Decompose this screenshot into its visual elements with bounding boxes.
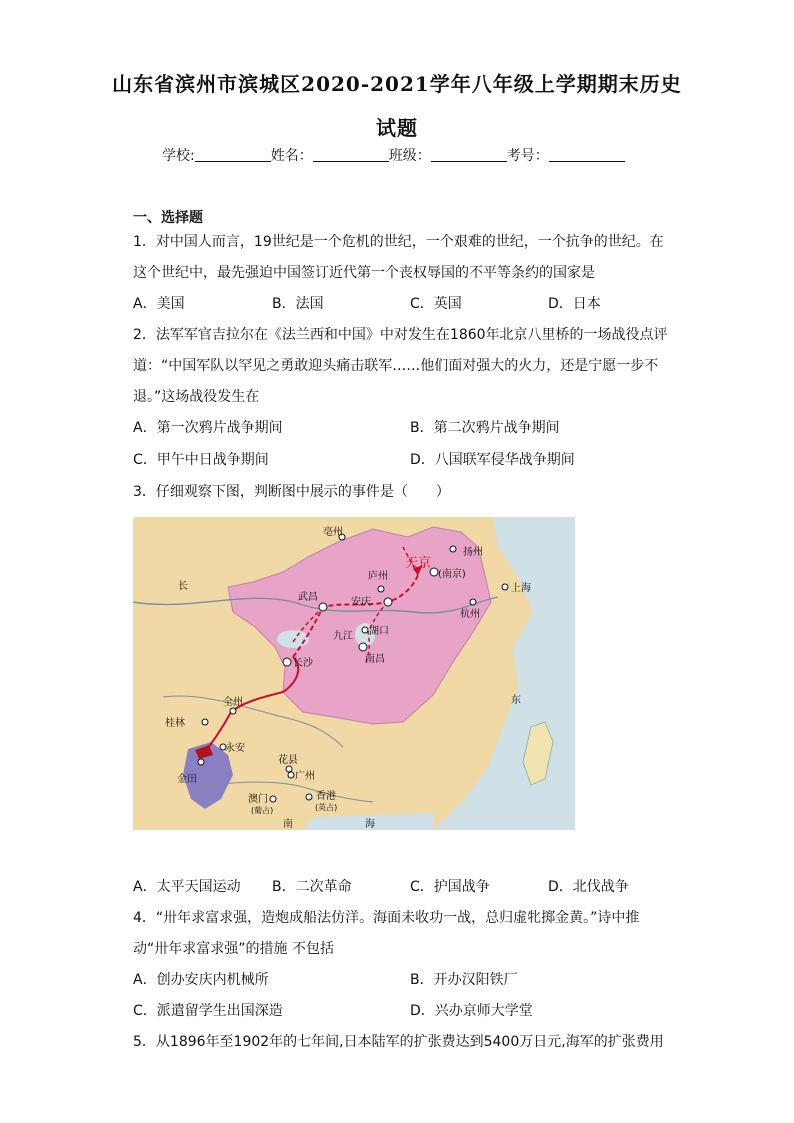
- label-changsha: 长沙: [293, 658, 313, 669]
- label-dong: 东: [511, 695, 521, 706]
- city-dot-xianggang: [306, 794, 312, 800]
- q4-option-d[interactable]: D．兴办京师大学堂: [410, 1003, 533, 1019]
- label-nan: 南: [283, 819, 293, 830]
- city-dot-changsha: [283, 658, 291, 666]
- section-heading: 一、选择题: [133, 210, 203, 226]
- q4-option-b[interactable]: B．开办汉阳铁厂: [410, 972, 518, 988]
- city-dot-jintian: [198, 759, 204, 765]
- label-jiujiang: 九江: [333, 631, 353, 642]
- city-dot-quanzhou: [230, 708, 236, 714]
- exam-no-label: 考号：: [506, 148, 549, 164]
- label-yangzhou: 扬州: [463, 547, 483, 558]
- city-dot-tianjing: [430, 568, 438, 576]
- city-dot-nanchang: [359, 643, 367, 651]
- class-label: 班级：: [388, 148, 431, 164]
- class-field[interactable]: [431, 147, 507, 162]
- city-dot-hukou: [362, 627, 368, 633]
- label-xianggang: 香港: [316, 791, 336, 802]
- exam-no-field[interactable]: [549, 147, 625, 162]
- q3-option-a[interactable]: A．太平天国运动: [133, 879, 241, 895]
- city-dot-wuchang: [319, 603, 327, 611]
- q3-option-c[interactable]: C．护国战争: [410, 879, 490, 895]
- school-field[interactable]: [195, 147, 271, 162]
- q3-option-b[interactable]: B．二次革命: [272, 879, 352, 895]
- q1-option-b[interactable]: B．法国: [272, 296, 324, 312]
- label-yongan: 永安: [225, 743, 245, 754]
- city-dot-shanghai: [502, 584, 508, 590]
- label-guilin: 桂林: [165, 718, 185, 729]
- label-guangzhou: 广州: [295, 771, 315, 782]
- city-dot-anqing: [384, 598, 392, 606]
- q3-stem: 3．仔细观察下图，判断图中展示的事件是（ ）: [133, 484, 450, 500]
- label-nanchang: 南昌: [365, 654, 385, 665]
- q2-stem-line2: 道：“中国军队以罕见之勇敢迎头痛击联军……他们面对强大的火力，还是宁愿一步不: [133, 358, 659, 374]
- label-hangzhou: 杭州: [460, 609, 480, 620]
- taiping-route-map: [133, 517, 575, 830]
- dongting-lake: [277, 630, 309, 648]
- label-yingzhan: (英占): [315, 803, 338, 812]
- label-quanzhou: 全州: [223, 697, 243, 708]
- city-dot-huaxian: [286, 766, 292, 772]
- school-label: 学校:: [162, 148, 195, 164]
- label-nanjing: (南京): [438, 569, 466, 580]
- city-dot-hangzhou: [470, 599, 476, 605]
- label-huaxian: 花县: [278, 755, 298, 766]
- q2-option-a[interactable]: A．第一次鸦片战争期间: [133, 420, 283, 436]
- q1-option-c[interactable]: C．英国: [410, 296, 462, 312]
- q3-option-d[interactable]: D．北伐战争: [548, 879, 629, 895]
- label-shanghai: 上海: [511, 583, 531, 594]
- q2-option-d[interactable]: D．八国联军侵华战争期间: [410, 452, 575, 468]
- student-info-line: [162, 145, 625, 165]
- q1-option-d[interactable]: D．日本: [548, 296, 601, 312]
- city-dot-aomen: [270, 796, 276, 802]
- label-bozhou: 亳州: [323, 527, 343, 538]
- page-title: 山东省滨州市滨城区2020-2021学年八年级上学期期末历史: [112, 72, 682, 96]
- label-aomen: 澳门: [248, 794, 268, 805]
- q2-stem-line1: 2．法军军官吉拉尔在《法兰西和中国》中对发生在1860年北京八里桥的一场战役点评: [133, 327, 668, 343]
- label-tianjing: 天京: [405, 556, 432, 571]
- q1-option-a[interactable]: A．美国: [133, 296, 185, 312]
- label-luzhou: 庐州: [368, 571, 388, 582]
- q2-stem-line3: 退。”这场战役发生在: [133, 389, 260, 405]
- q1-stem-line2: 这个世纪中，最先强迫中国签订近代第一个丧权辱国的不平等条约的国家是: [133, 265, 595, 281]
- label-hukou: 湖口: [369, 626, 389, 637]
- q4-option-c[interactable]: C．派遣留学生出国深造: [133, 1003, 283, 1019]
- q4-option-a[interactable]: A．创办安庆内机械所: [133, 972, 269, 988]
- city-dot-yangzhou: [450, 546, 456, 552]
- city-dot-luzhou: [378, 586, 384, 592]
- q5-stem-line1: 5．从1896年至1902年的七年间,日本陆军的扩张费达到5400万日元,海军的扩张费用: [133, 1034, 664, 1050]
- q2-option-c[interactable]: C．甲午中日战争期间: [133, 452, 269, 468]
- name-label: 姓名：: [270, 148, 313, 164]
- label-chang: 长: [178, 581, 188, 592]
- label-hai: 海: [365, 819, 375, 830]
- label-wuchang: 武昌: [298, 592, 318, 603]
- q4-stem-line1: 4．“卅年求富求强，造炮成船法仿洋。海面未收功一战，总归虚牝掷金黄。”诗中推: [133, 910, 640, 926]
- q1-stem-line1: 1．对中国人而言，19世纪是一个危机的世纪，一个艰难的世纪，一个抗争的世纪。在: [133, 234, 664, 250]
- page-title-line2: 试题: [376, 116, 418, 140]
- label-jintian: 金田: [177, 774, 197, 785]
- q2-option-b[interactable]: B．第二次鸦片战争期间: [410, 420, 560, 436]
- q4-stem-line2: 动“卅年求富求强”的措施 不包括: [133, 941, 334, 957]
- city-dot-guangzhou: [288, 772, 294, 778]
- city-dot-guilin: [202, 719, 208, 725]
- label-anqing: 安庆: [351, 597, 371, 608]
- label-putao: (葡占): [251, 806, 274, 815]
- name-field[interactable]: [313, 147, 389, 162]
